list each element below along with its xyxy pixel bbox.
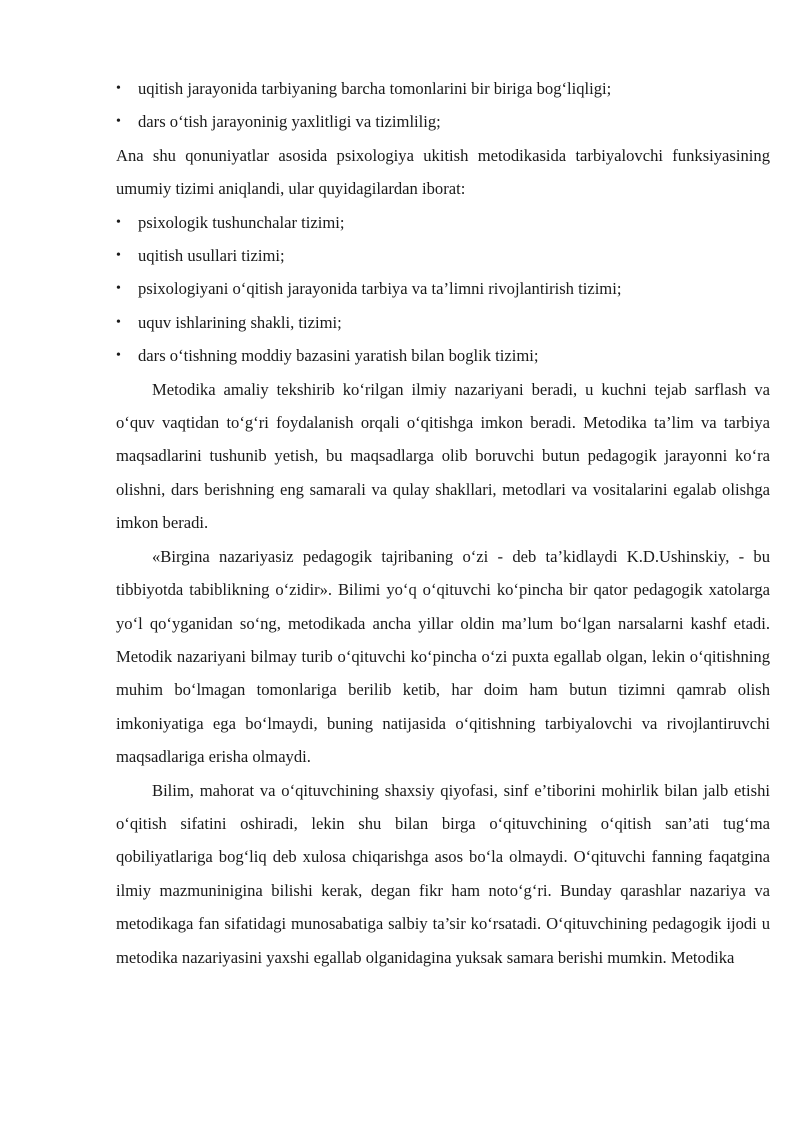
- list-item-text: uqitish usullari tizimi;: [138, 246, 285, 266]
- bullet-icon: •: [116, 314, 121, 330]
- list-item: [116, 239, 770, 272]
- document-page: [116, 72, 770, 974]
- list-item: [116, 206, 770, 239]
- list-item-text: uquv ishlarining shakli, tizimi;: [138, 312, 342, 332]
- intro-paragraph: Ana shu qonuniyatlar asosida psixologiya ukitish metodikasida tarbiyalovchi funksiyasining umumiy tizimi aniqlandi, ular quyidagilardan iborat:: [116, 145, 770, 199]
- list-item-text: psixologiyani o‘qitish jarayonida tarbiya va ta’limni rivojlantirish tizimi;: [138, 279, 622, 299]
- list-item: [116, 272, 770, 305]
- bullet-icon: •: [116, 114, 121, 130]
- list-item-text: psixologik tushunchalar tizimi;: [138, 212, 345, 232]
- list-item: [116, 105, 770, 138]
- list-item-text: dars o‘tish jarayoninig yaxlitligi va tizimlilig;: [138, 112, 441, 132]
- bullet-icon: •: [116, 81, 121, 96]
- bullet-icon: •: [116, 248, 121, 264]
- list-item-text: uqitish jarayonida tarbiyaning barcha tomonlarini bir biriga bog‘liqligi;: [138, 79, 612, 98]
- list-item: [116, 306, 770, 339]
- list-item: [116, 72, 770, 105]
- list-item-text: dars o‘tishning moddiy bazasini yaratish bilan boglik tizimi;: [138, 346, 539, 366]
- list-item: [116, 339, 770, 372]
- body-paragraph: Metodika amaliy tekshirib ko‘rilgan ilmiy nazariyani beradi, u kuchni tejab sarflash va o‘quv vaqtidan to‘g‘ri foydalanish orqali o‘qitishga imkon beradi. Metodika ta’lim va tarbiya maqsadlarini tushunib yetish, bu maqsadlarga olib boruvchi butun pedagogik jarayonni ko‘ra olishni, dars berishning eng samarali va qulay shakllari, metodlari va vositalarini egalab olishga imkon beradi.: [116, 379, 770, 533]
- bullet-icon: •: [116, 214, 121, 230]
- body-paragraph: Bilim, mahorat va o‘qituvchining shaxsiy qiyofasi, sinf e’tiborini mohirlik bilan jalb etishi o‘qitish sifatini oshiradi, lekin shu bilan birga o‘qituvchining o‘qitish san’ati tug‘ma qobiliyatlariga bog‘liq deb xulosa chiqarishga asos bo‘la olmaydi. O‘qituvchi fanning faqatgina ilmiy mazmuninigina bilishi kerak, degan fikr ham noto‘g‘ri. Bunday qarashlar nazariya va metodikaga fan sifatidagi munosabatiga salbiy ta’sir ko‘rsatadi. O‘qituvchining pedagogik ijodi u metodika nazariyasini yaxshi egallab olganidagina yuksak samara berishi mumkin. Metodika: [116, 780, 770, 967]
- bullet-icon: •: [116, 348, 121, 364]
- body-paragraph: «Birgina nazariyasiz pedagogik tajribaning o‘zi - deb ta’kidlaydi K.D.Ushinskiy, - bu tibbiyotda tabiblikning o‘zidir». Bilimi yo‘q o‘qituvchi ko‘pincha bir qator pedagogik xatolarga yo‘l qo‘yganidan so‘ng, metodikada ancha yillar oldin ma’lum bo‘lgan narsalarni kashf etadi. Metodik nazariyani bilmay turib o‘qituvchi ko‘pincha o‘zi puxta egallab olgan, lekin o‘qitishning muhim bo‘lmagan tomonlariga berilib ketib, har doim ham butun tizimni qamrab olish imkoniyatiga ega bo‘lmaydi, buning natijasida o‘qitishning tarbiyalovchi va rivojlantiruvchi maqsadlariga erisha olmaydi.: [116, 546, 770, 767]
- bullet-icon: •: [116, 281, 121, 297]
